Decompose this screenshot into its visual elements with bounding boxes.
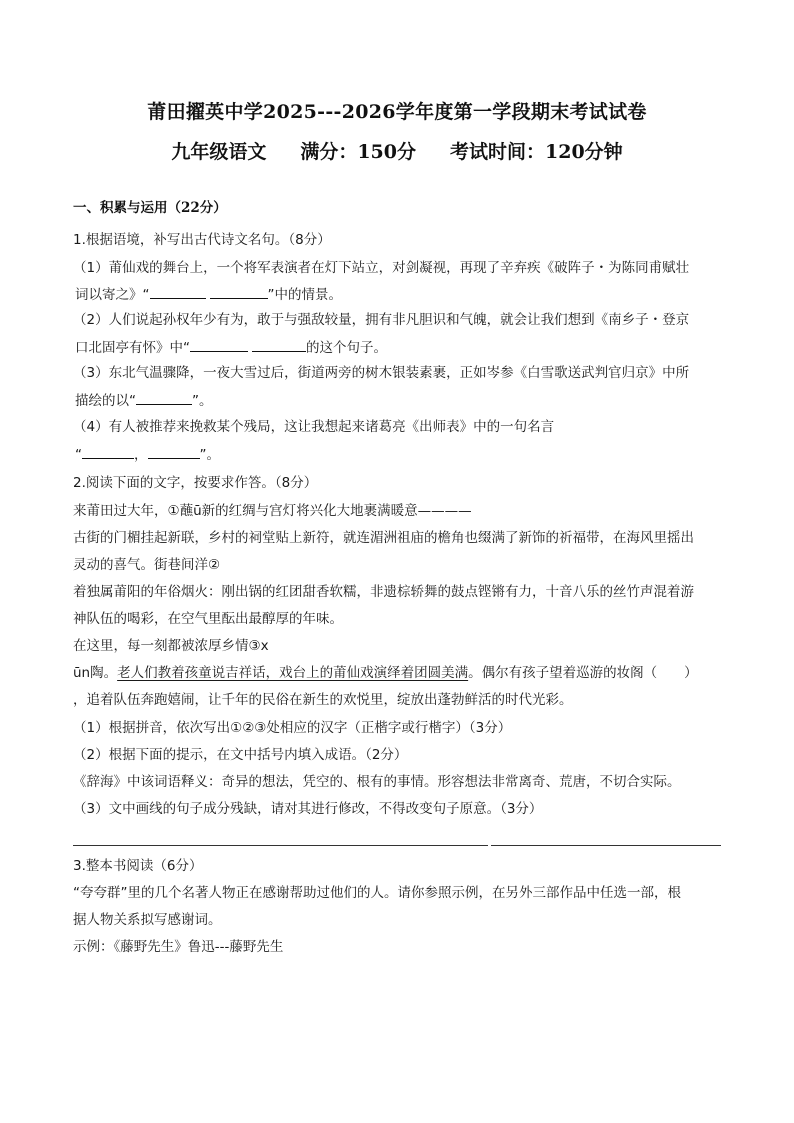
- q2-subquestion-2: （2）根据下面的提示，在文中括号内填入成语。（2分）: [73, 747, 408, 763]
- answer-line[interactable]: [491, 845, 721, 846]
- q2-stem: 2.阅读下面的文字，按要求作答。（8分）: [73, 475, 318, 491]
- q1-part2-line1: （2）人们说起孙权年少有为，敢于与强敌较量，拥有非凡胆识和气魄，就会让我们想到《南乡子・登京: [73, 312, 690, 328]
- q2-text-line: 古街的门楣挂起新联，乡村的祠堂贴上新符，就连湄洲祖庙的檐角也缀满了新饰的祈福带，在海风里摇出: [73, 530, 694, 546]
- underlined-sentence: 老人们教着孩童说吉祥话，戏台上的莆仙戏演绎着团圆美满: [117, 665, 469, 681]
- q2-text-line: 神队伍的喝彩，在空气里酝出最醇厚的年味。: [73, 611, 343, 627]
- exam-subtitle: [0, 137, 794, 164]
- exam-title: 莆田擢英中学2025---2026学年度第一学段期末考试试卷: [147, 101, 647, 123]
- answer-blank[interactable]: [148, 445, 200, 459]
- q1-part4-open-quote: “: [75, 447, 82, 463]
- q2-subquestion-3: （3）文中画线的句子成分残缺，请对其进行修改，不得改变句子原意。（3分）: [73, 801, 543, 817]
- q2-text-line: 灵动的喜气。街巷间洋②: [73, 557, 221, 573]
- q3-example: 示例：《藤野先生》鲁迅---藤野先生: [73, 939, 284, 955]
- q1-part4-line2: [75, 445, 725, 464]
- q1-part1-line2: [75, 285, 725, 304]
- q2-text-line: 来莆田过大年，①蘸ū新的红绸与宫灯将兴化大地裹满暖意————: [73, 503, 472, 519]
- q1-part3-prefix: 描绘的以“: [75, 393, 136, 409]
- q2-text-line: [73, 664, 723, 682]
- q2-pinyin-tail: ūn陶。: [73, 665, 118, 681]
- q1-part1-prefix: 词以寄之》“: [75, 287, 150, 303]
- answer-blank[interactable]: [190, 338, 248, 352]
- q1-part3-line2: [75, 391, 725, 410]
- q2-text-tail: 。偶尔有孩子望着巡游的妆阁（ ）: [468, 665, 698, 681]
- q1-part3-suffix: ”。: [192, 393, 213, 409]
- q2-text-line: 在这里，每一刻都被浓厚乡情③x: [73, 638, 269, 654]
- answer-line[interactable]: [73, 845, 488, 846]
- q1-part2-prefix: 口北固亭有怀》中“: [75, 340, 190, 356]
- q2-text-line: ，追着队伍奔跑嬉闹，让千年的民俗在新生的欢悦里，绽放出蓬勃鲜活的时代光彩。: [73, 692, 573, 708]
- section-heading: 一、积累与运用（22分）: [73, 200, 227, 216]
- q1-part4-line1: （4）有人被推荐来挽救某个残局，这让我想起来诸葛亮《出师表》中的一句名言: [73, 419, 555, 435]
- q1-stem: 1.根据语境，补写出古代诗文名句。（8分）: [73, 232, 331, 248]
- q3-stem: 3.整本书阅读（6分）: [73, 858, 203, 874]
- q3-text-line: “夸夸群”里的几个名著人物正在感谢帮助过他们的人。请你参照示例，在另外三部作品中任选一部，根: [73, 885, 681, 901]
- q1-part3-line1: （3）东北气温骤降，一夜大雪过后，街道两旁的树木银装素裹，正如岑参《白雪歌送武判官归京》中所: [73, 365, 690, 381]
- q1-part1-line1: （1）莆仙戏的舞台上，一个将军表演者在灯下站立，对剑凝视，再现了辛弃疾《破阵子・为陈同甫赋壮: [73, 260, 690, 276]
- answer-blank[interactable]: [82, 445, 134, 459]
- answer-blank[interactable]: [150, 285, 206, 299]
- answer-blank[interactable]: [210, 285, 268, 299]
- q2-subquestion-2-hint: 《辞海》中该词语释义：奇异的想法，凭空的、根有的事情。形容想法非常离奇、荒唐，不切合实际。: [73, 774, 681, 790]
- q1-part4-comma: ，: [134, 447, 148, 463]
- q1-part4-suffix: ”。: [199, 447, 220, 463]
- full-score-label: 满分：150分: [300, 141, 416, 163]
- exam-time-label: 考试时间：120分钟: [450, 141, 623, 163]
- q2-text-line: 着独属莆阳的年俗烟火：刚出锅的红团甜香软糯，非遗棕轿舞的鼓点铿锵有力，十音八乐的丝竹声混着游: [73, 584, 694, 600]
- answer-blank[interactable]: [252, 338, 306, 352]
- q1-part2-suffix: 的这个句子。: [306, 340, 387, 356]
- subject-label: 九年级语文: [171, 141, 267, 163]
- q1-part1-suffix: ”中的情景。: [267, 287, 342, 303]
- q1-part2-line2: [75, 338, 725, 357]
- answer-blank[interactable]: [136, 391, 192, 405]
- q2-subquestion-1: （1）根据拼音，依次写出①②③处相应的汉字（正楷字或行楷字）（3分）: [73, 720, 512, 736]
- q3-text-line: 据人物关系拟写感谢词。: [73, 912, 222, 928]
